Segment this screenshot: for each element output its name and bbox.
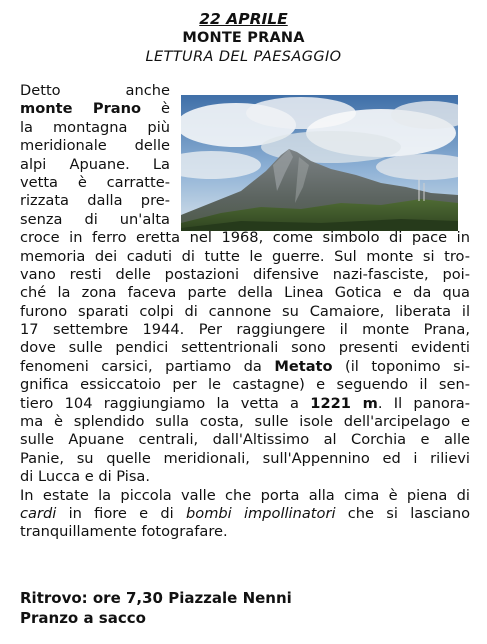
text-line: gnifica essiccatoio per le castagne) e seguendo il sen- [20, 376, 470, 394]
text-line: rizzata dalla pre- [20, 192, 170, 210]
text-line: la montagna più [20, 118, 170, 136]
text-line: vano resti delle postazioni difensive nazi-fasciste, poi- [20, 265, 470, 283]
text-line: ma è splendido sulla costa, sulle isole dell'arcipelago e [20, 413, 470, 431]
article-text [20, 82, 470, 542]
bold-name: monte Prano [20, 100, 142, 118]
text-line: alpi Apuane. La [20, 155, 170, 173]
text-line: monte Prano è [20, 100, 170, 118]
text-line: tiero 104 raggiungiamo la vetta a 1221 m. Il panora- [20, 394, 470, 412]
italic-term: cardi [20, 504, 57, 522]
text-line: tranquillamente fotografare. [20, 523, 228, 541]
footer-info [20, 588, 292, 628]
text-line: croce in ferro eretta nel 1968, come simbolo di pace in [20, 229, 470, 247]
start-point: Metato [274, 357, 333, 375]
text-line: sulle Apuane centrali, dall'Altissimo al Corchia e alle [20, 431, 470, 449]
header [0, 10, 487, 67]
text-line: dove sulle pendici settentrionali sono presenti evidenti [20, 339, 470, 357]
summit-altitude: 1221 m [310, 394, 378, 412]
text-line: cardi in fiore e di bombi impollinatori che si lasciano [20, 504, 470, 522]
page-subtitle: LETTURA DEL PAESAGGIO [145, 49, 342, 65]
text-line: meridionale delle [20, 137, 170, 155]
text-line: senza di un'alta [20, 210, 170, 228]
text-line: di Lucca e di Pisa. [20, 468, 151, 486]
text-line: ché la zona faceva parte della Linea Gotica e da qua [20, 284, 470, 302]
italic-term: bombi impollinatori [186, 504, 336, 522]
mountain-title: MONTE PRANA [182, 30, 305, 46]
text-line: In estate la piccola valle che porta alla cima è piena di [20, 486, 470, 504]
text-line: memoria dei caduti di tutte le guerre. Sul monte si tro- [20, 247, 470, 265]
event-date: 22 APRILE [199, 10, 288, 28]
text-line: fenomeni carsici, partiamo da Metato (il toponimo si- [20, 357, 470, 375]
lunch-note: Pranzo a sacco [20, 609, 146, 627]
text-line: Panie, su quelle meridionali, sull'Appennino ed i rilievi [20, 449, 470, 467]
meeting-point: Ritrovo: ore 7,30 Piazzale Nenni [20, 589, 292, 607]
text-line: vetta è carratte- [20, 173, 170, 191]
text-line: furono sparati colpi di cannone su Camaiore, liberata il [20, 302, 470, 320]
text-line: Detto anche [20, 82, 170, 99]
text-line: 17 settembre 1944. Per raggiungere il monte Prana, [20, 321, 470, 339]
